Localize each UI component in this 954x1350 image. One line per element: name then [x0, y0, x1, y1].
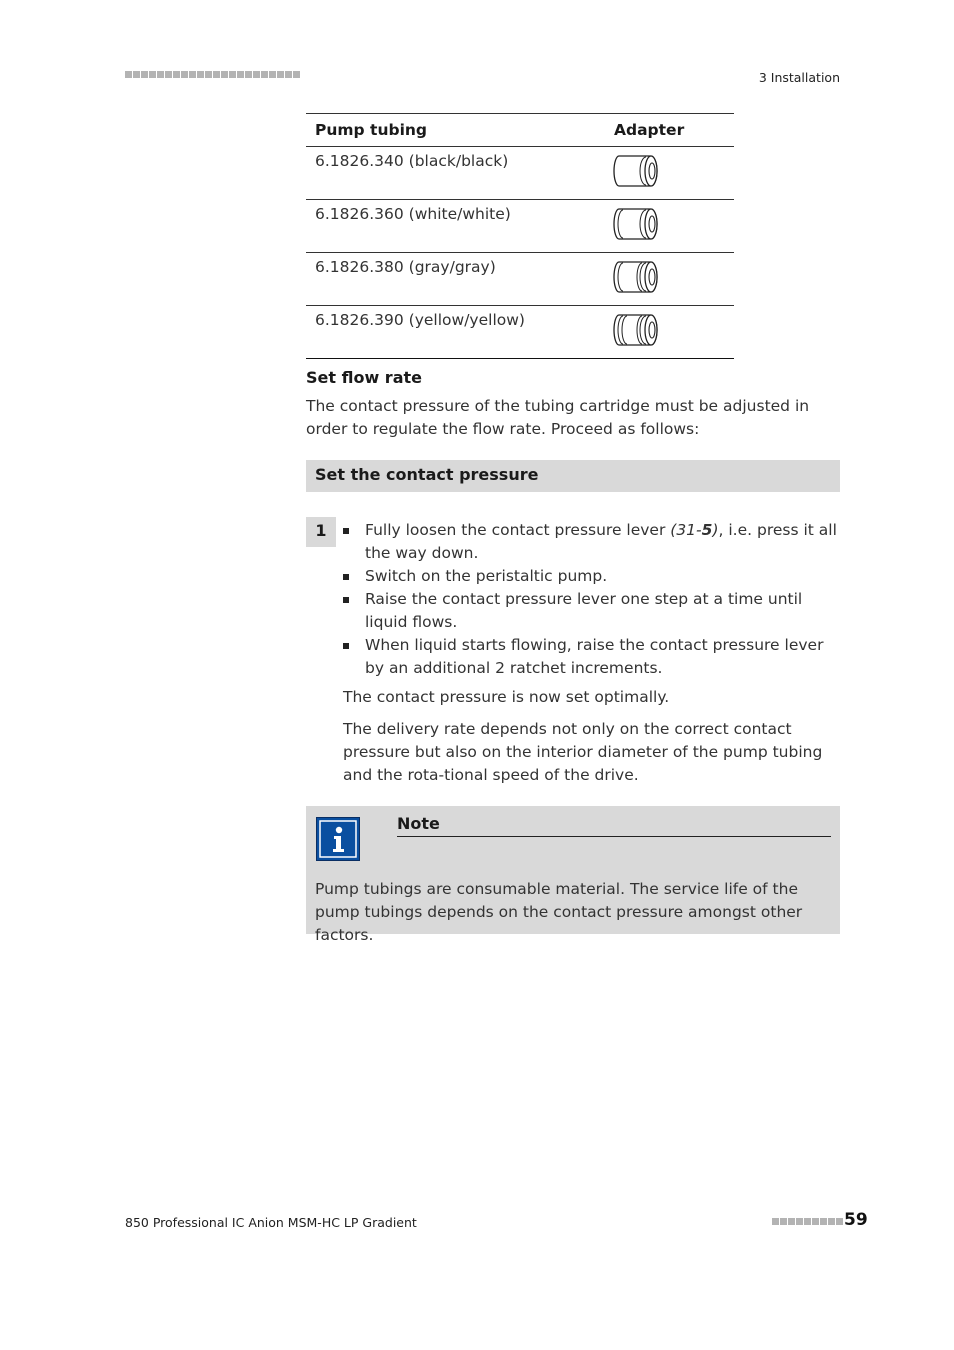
- note-title: Note: [397, 814, 831, 837]
- figure-reference-page: (31-: [670, 521, 702, 539]
- section-intro: The contact pressure of the tubing cartridge must be adjusted in order to regulate the flow rate. Proceed as follows:: [306, 397, 810, 438]
- info-icon: [316, 817, 360, 861]
- adapter-4-ring-icon: [613, 312, 659, 348]
- footer-decoration: [772, 1218, 843, 1225]
- column-header-adapter: Adapter: [605, 114, 734, 147]
- procedure-header: [306, 460, 840, 492]
- footer-product: 850 Professional IC Anion MSM-HC LP Gradient: [125, 1215, 417, 1230]
- step-remark: The delivery rate depends not only on the correct contact pressure but also on the interior diameter of the pump tubing and the rota-tional speed of the drive.: [343, 720, 823, 784]
- tubing-cell: 6.1826.340 (black/black): [306, 147, 605, 200]
- list-item: [343, 519, 840, 565]
- bullet-text: Raise the contact pressure lever one step at a time until liquid flows.: [365, 590, 803, 631]
- step-result: The contact pressure is now set optimally.: [343, 688, 670, 706]
- table-header-row: [306, 114, 734, 147]
- list-item: [343, 588, 840, 634]
- bullet-text: Switch on the peristaltic pump.: [365, 567, 608, 585]
- header-decoration: [125, 71, 300, 78]
- tubing-cell: 6.1826.380 (gray/gray): [306, 253, 605, 306]
- bullet-text: Fully loosen the contact pressure lever: [365, 521, 671, 539]
- figure-reference: [670, 521, 718, 539]
- list-item: [343, 634, 840, 680]
- section-title: Set flow rate: [306, 368, 422, 387]
- pump-tubing-table: [306, 113, 734, 359]
- adapter-cell: [605, 253, 734, 306]
- adapter-cell: [605, 147, 734, 200]
- adapter-cell: [605, 200, 734, 253]
- table-row: [306, 306, 734, 359]
- adapter-2-ring-icon: [613, 206, 659, 242]
- step-number: 1: [306, 517, 336, 547]
- tubing-cell: 6.1826.390 (yellow/yellow): [306, 306, 605, 359]
- adapter-3-ring-icon: [613, 259, 659, 295]
- tubing-cell: 6.1826.360 (white/white): [306, 200, 605, 253]
- bullet-text-cont: , i.e. press it all the way down.: [365, 521, 837, 562]
- adapter-1-ring-icon: [613, 153, 659, 189]
- bullet-icon: [343, 597, 349, 603]
- column-header-pump-tubing: Pump tubing: [306, 114, 605, 147]
- table-row: [306, 147, 734, 200]
- step-bullet-list: [343, 519, 840, 680]
- bullet-icon: [343, 643, 349, 649]
- header-section: 3 Installation: [758, 70, 840, 85]
- table-row: [306, 253, 734, 306]
- figure-reference-close: ): [712, 521, 719, 539]
- bullet-icon: [343, 528, 349, 534]
- table-row: [306, 200, 734, 253]
- adapter-cell: [605, 306, 734, 359]
- figure-reference-item: 5: [701, 521, 713, 539]
- list-item: [343, 565, 840, 588]
- page-number: 59: [844, 1210, 868, 1230]
- procedure-title: Set the contact pressure: [315, 465, 539, 484]
- note-text: Pump tubings are consumable material. The service life of the pump tubings depends on the contact pressure amongst other factors.: [315, 880, 803, 944]
- bullet-icon: [343, 574, 349, 580]
- bullet-text: When liquid starts flowing, raise the contact pressure lever by an additional 2 ratchet increments.: [365, 636, 824, 677]
